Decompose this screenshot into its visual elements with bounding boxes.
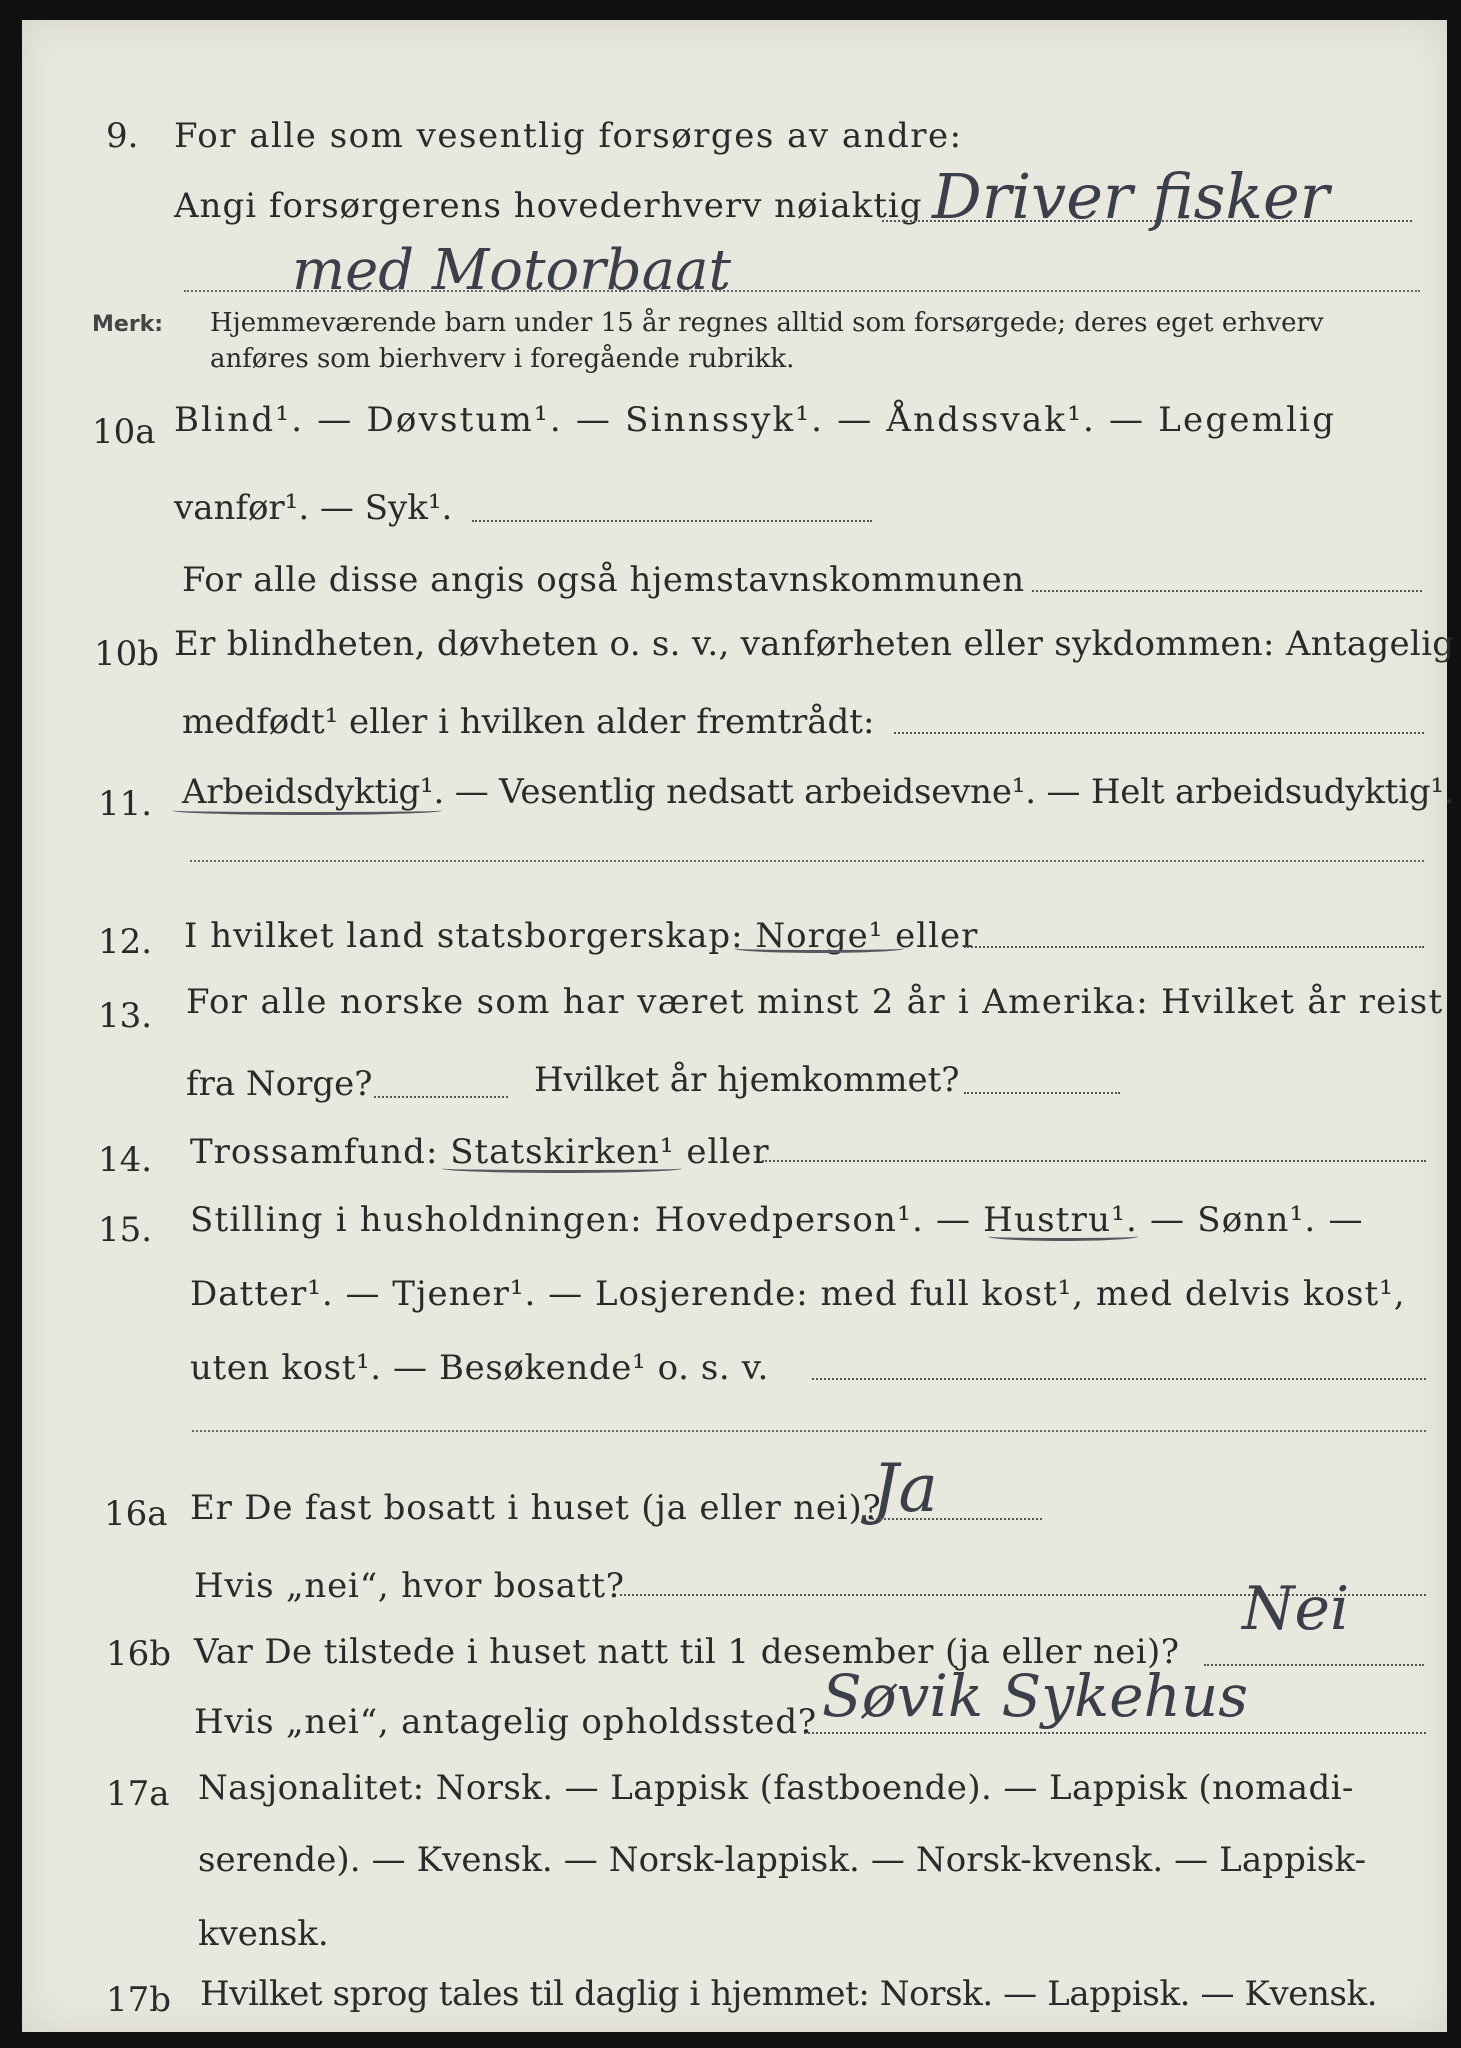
q17a-line3: kvensk.: [198, 1914, 329, 1954]
q16b-handwritten-answer: Nei: [1242, 1574, 1350, 1644]
q16a-answer-line: [872, 1518, 1042, 1520]
q16b-answer-line-2: [804, 1732, 1426, 1734]
q12-number: 12.: [98, 922, 153, 962]
q12-answer-line: [964, 946, 1424, 948]
q17b-number: 17b: [106, 1980, 172, 2020]
q11-underline-mark: [172, 806, 442, 815]
q10a-number: 10a: [92, 412, 156, 452]
q17a-line1: Nasjonalitet: Norsk. — Lappisk (fastboende). — Lappisk (nomadi-: [198, 1768, 1354, 1808]
q13-number: 13.: [98, 996, 153, 1036]
q16a-number: 16a: [104, 1494, 168, 1534]
q15-extra-line: [192, 1430, 1426, 1432]
q13-line1: For alle norske som har været minst 2 år i Amerika: Hvilket år reist: [186, 982, 1444, 1022]
q9-line2: Angi forsørgerens hovederhverv nøiaktig: [174, 186, 923, 226]
q11-line1: Arbeidsdyktig¹. — Vesentlig nedsatt arbeidsevne¹. — Helt arbeidsudyktig¹.: [182, 772, 1455, 812]
q13-line2b: Hvilket år hjemkommet?: [534, 1060, 960, 1100]
q15-line1: Stilling i husholdningen: Hovedperson¹. — Hustru¹. — Sønn¹. —: [190, 1200, 1364, 1240]
q9-handwritten-answer-2: med Motorbaat: [292, 238, 732, 303]
q16a-line1: Er De fast bosatt i huset (ja eller nei)?: [190, 1488, 882, 1528]
q15-underline-mark: [988, 1232, 1138, 1241]
q9-extra-line: [184, 290, 1420, 292]
q14-answer-line: [762, 1160, 1426, 1162]
q12-line1: I hvilket land statsborgerskap: Norge¹ eller: [184, 916, 979, 956]
q13-answer-line-2: [964, 1092, 1120, 1094]
q16a-handwritten-answer: Ja: [872, 1450, 938, 1527]
q15-line2: Datter¹. — Tjener¹. — Losjerende: med full kost¹, med delvis kost¹,: [190, 1274, 1406, 1314]
q13-line2a: fra Norge?: [186, 1064, 373, 1104]
q16b-line2: Hvis „nei“, antagelig opholdssted?: [194, 1702, 817, 1742]
q9-handwritten-answer-1: Driver fisker: [932, 160, 1330, 233]
q17a-number: 17a: [106, 1774, 170, 1814]
q14-line1: Trossamfund: Statskirken¹ eller: [190, 1132, 770, 1172]
q16a-line2: Hvis „nei“, hvor bosatt?: [194, 1566, 625, 1606]
q16b-line1: Var De tilstede i huset natt til 1 desember (ja eller nei)?: [194, 1632, 1180, 1672]
q15-line3: uten kost¹. — Besøkende¹ o. s. v.: [190, 1348, 769, 1388]
q10b-line1: Er blindheten, døvheten o. s. v., vanførheten eller sykdommen: Antagelig: [174, 624, 1455, 664]
q10a-line1: Blind¹. — Døvstum¹. — Sinnssyk¹. — Åndssvak¹. — Legemlig: [174, 400, 1337, 440]
q10a-line3: For alle disse angis også hjemstavnskommunen: [182, 560, 1025, 600]
q11-extra-line: [190, 860, 1424, 862]
q17b-line1: Hvilket sprog tales til daglig i hjemmet: Norsk. — Lappisk. — Kvensk.: [200, 1974, 1378, 2014]
q9-number: 9.: [106, 116, 139, 156]
q9-line1: For alle som vesentlig forsørges av andre:: [174, 116, 963, 156]
q10b-answer-line: [894, 732, 1424, 734]
q10b-line2: medfødt¹ eller i hvilken alder fremtrådt:: [182, 702, 875, 742]
q10a-answer-line-2: [1032, 590, 1422, 592]
q14-underline-mark: [442, 1164, 682, 1173]
q10b-number: 10b: [94, 634, 160, 674]
q11-number: 11.: [98, 784, 153, 824]
q15-number: 15.: [98, 1210, 153, 1250]
q14-number: 14.: [98, 1140, 153, 1180]
census-form-page: [22, 20, 1455, 2032]
merk-line2: anføres som bierhverv i foregående rubrikk.: [210, 344, 795, 374]
q10a-answer-line: [472, 520, 872, 522]
q10a-line2: vanfør¹. — Syk¹.: [174, 488, 453, 528]
q16b-number: 16b: [106, 1634, 172, 1674]
q15-answer-line: [812, 1378, 1426, 1380]
q16b-handwritten-answer-2: Søvik Sykehus: [822, 1662, 1248, 1730]
merk-line1: Hjemmeværende barn under 15 år regnes alltid som forsørgede; deres eget erhverv: [210, 308, 1324, 338]
merk-label: Merk:: [92, 312, 164, 337]
q12-underline-mark: [734, 944, 904, 953]
q17a-line2: serende). — Kvensk. — Norsk-lappisk. — Norsk-kvensk. — Lappisk-: [198, 1840, 1367, 1880]
q13-answer-line-1: [374, 1096, 508, 1098]
